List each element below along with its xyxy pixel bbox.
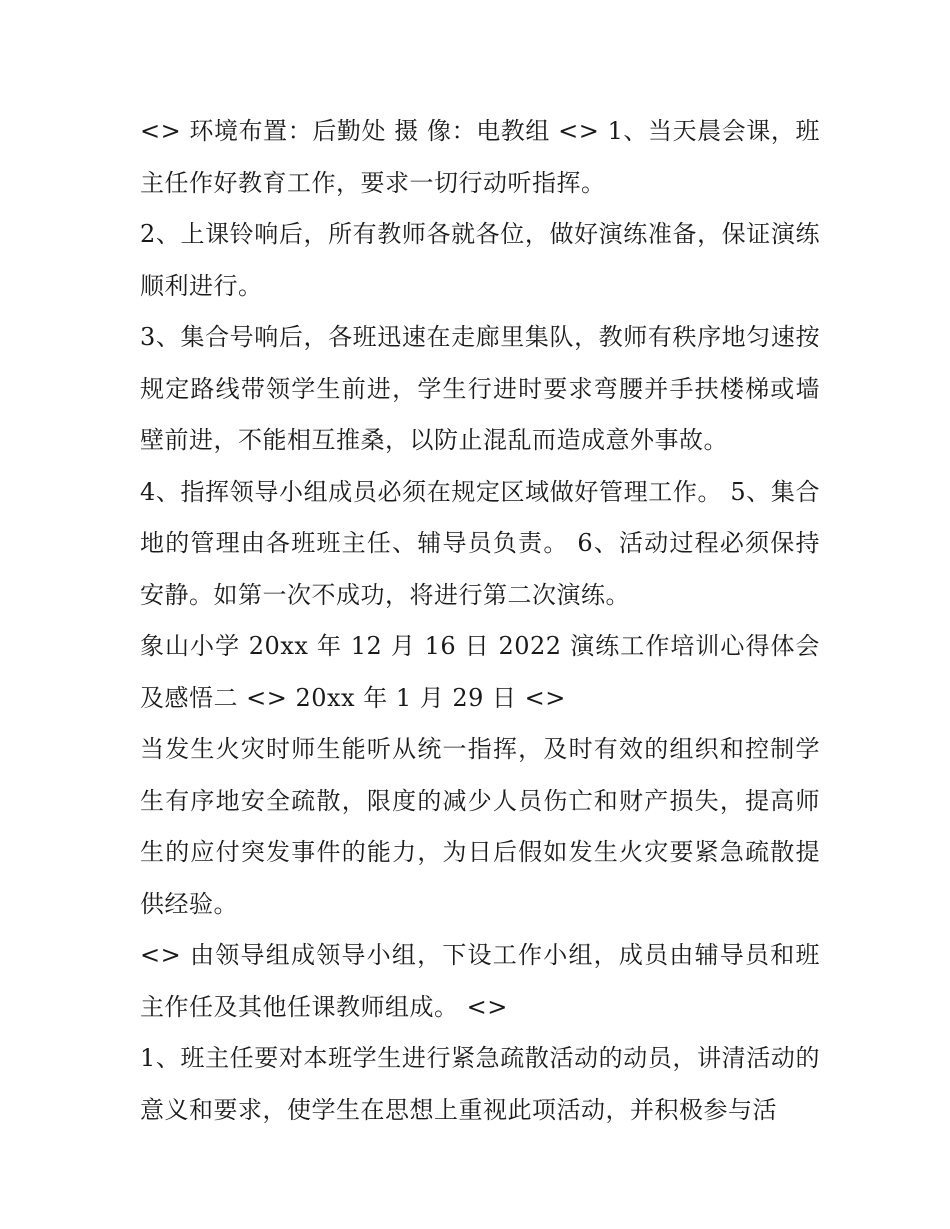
paragraph: 3、集合号响后，各班迅速在走廊里集队，教师有秩序地匀速按规定路线带领学生前进，学生行进时要求弯腰并手扶楼梯或墙壁前进，不能相互推桑，以防止混乱而造成意外事故。 (140, 323, 820, 454)
paragraph: <> 环境布置：后勤处 摄 像：电教组 <> 1、当天晨会课，班主任作好教育工作，要求一切行动听指挥。 (140, 117, 820, 197)
paragraph: 当发生火灾时师生能听从统一指挥，及时有效的组织和控制学生有序地安全疏散，限度的减少人员伤亡和财产损失，提高师生的应付突发事件的能力，为日后假如发生火灾要紧急疏散提供经验。 (140, 735, 820, 918)
paragraph: 1、班主任要对本班学生进行紧急疏散活动的动员，讲清活动的意义和要求，使学生在思想上重视此项活动，并积极参与活 (140, 1044, 820, 1124)
document-body (140, 106, 820, 1136)
paragraph: 象山小学 20xx 年 12 月 16 日 2022 演练工作培训心得体会及感悟二 <> 20xx 年 1 月 29 日 <> (140, 632, 820, 712)
paragraph: <> 由领导组成领导小组，下设工作小组，成员由辅导员和班主作任及其他任课教师组成。 <> (140, 941, 820, 1021)
paragraph: 2、上课铃响后，所有教师各就各位，做好演练准备，保证演练顺利进行。 (140, 220, 820, 300)
paragraph: 4、指挥领导小组成员必须在规定区域做好管理工作。 5、集合地的管理由各班班主任、辅导员负责。 6、活动过程必须保持安静。如第一次不成功，将进行第二次演练。 (140, 477, 820, 609)
